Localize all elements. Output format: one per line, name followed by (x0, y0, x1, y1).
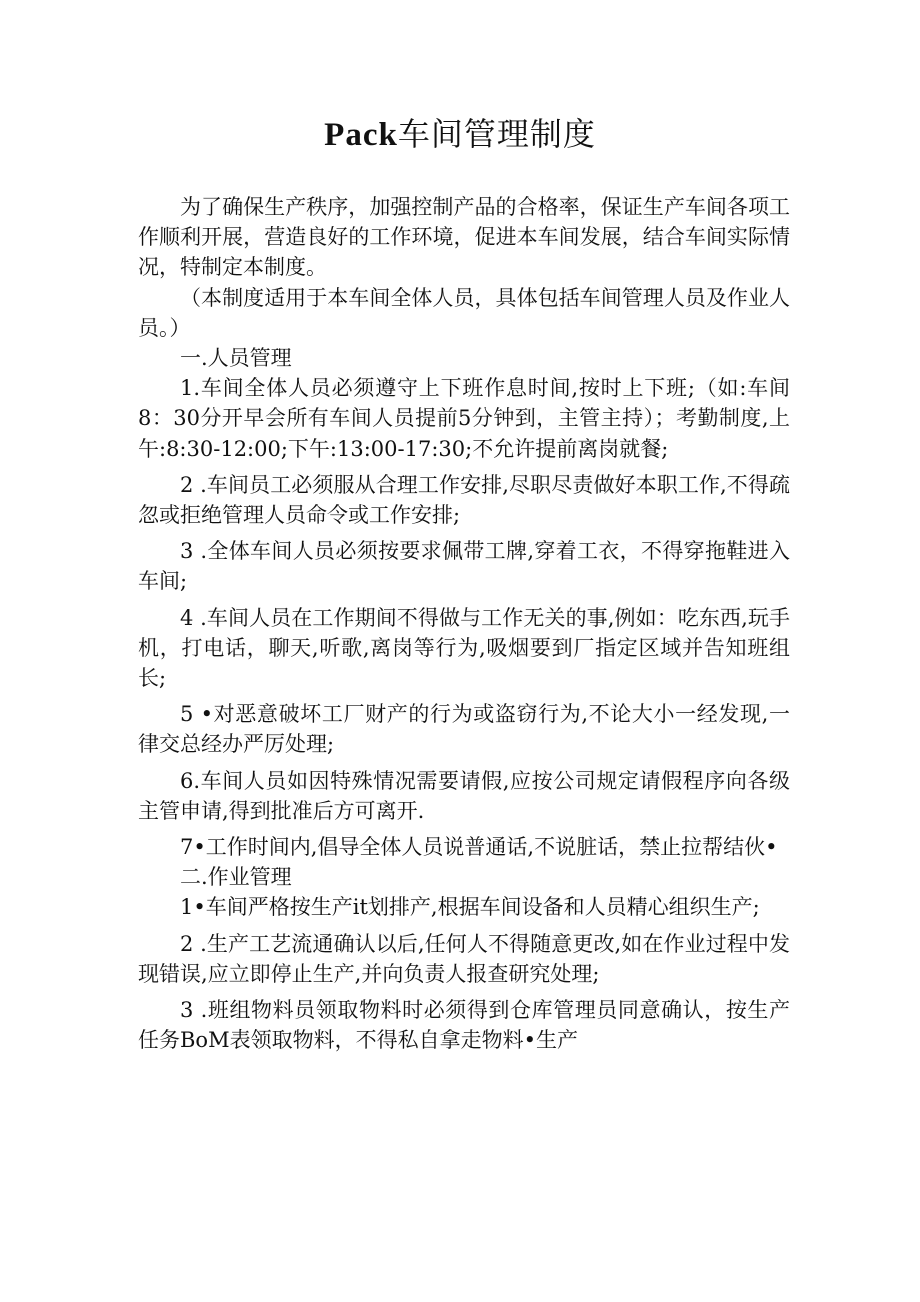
rule-paragraph: 3 .班组物料员领取物料时必须得到仓库管理员同意确认，按生产任务BoM表领取物料，不得私自拿走物料•生产 (138, 998, 790, 1053)
rule-paragraph: 6.车间人员如因特殊情况需要请假,应按公司规定请假程序向各级主管申请,得到批准后方可离开. (138, 768, 790, 823)
rule-paragraph: 5 •对恶意破坏工厂财产的行为或盗窃行为,不论大小一经发现,一律交总经办严厉处理; (138, 702, 790, 757)
rule-paragraph: 2 .车间员工必须服从合理工作安排,尽职尽责做好本职工作,不得疏忽或拒绝管理人员命令或工作安排; (138, 472, 790, 528)
title-chinese: 车间管理制度 (397, 115, 596, 153)
rule-paragraph: 1.车间全体人员必须遵守上下班作息时间,按时上下班;（如:车间8：30分开早会所有车间人员提前5分钟到，主管主持）；考勤制度,上午:8:30-12:00;下午:13:00-17:30;不允许提前离岗就餐; (138, 376, 790, 461)
document-body (138, 192, 790, 1055)
rule-paragraph: 7•工作时间内,倡导全体人员说普通话,不说脏话，禁止拉帮结伙• (180, 835, 778, 860)
rule-paragraph: 1•车间严格按生产it划排产,根据车间设备和人员精心组织生产; (180, 895, 760, 920)
section-heading-personnel: 一.人员管理 (180, 346, 292, 371)
rule-paragraph: 2 .生产工艺流通确认以后,任何人不得随意更改,如在作业过程中发现错误,应立即停止生产,并向负责人报查研究处理; (138, 931, 790, 986)
rule-paragraph: 3 .全体车间人员必须按要求佩带工牌,穿着工衣，不得穿拖鞋进入车间; (138, 539, 790, 594)
rule-paragraph: 4 .车间人员在工作期间不得做与工作无关的事,例如：吃东西,玩手机，打电话，聊天,听歌,离岗等行为,吸烟要到厂指定区域并告知班组长; (138, 605, 790, 691)
intro-paragraph: 为了确保生产秩序，加强控制产品的合格率，保证生产车间各项工作顺利开展，营造良好的工作环境，促进本车间发展，结合车间实际情况，特制定本制度。 (138, 195, 790, 280)
section-heading-operations: 二.作业管理 (180, 865, 292, 890)
title-latin: Pack (324, 117, 398, 153)
page-title (0, 112, 920, 157)
scope-paragraph: （本制度适用于本车间全体人员，具体包括车间管理人员及作业人员。） (138, 285, 790, 340)
